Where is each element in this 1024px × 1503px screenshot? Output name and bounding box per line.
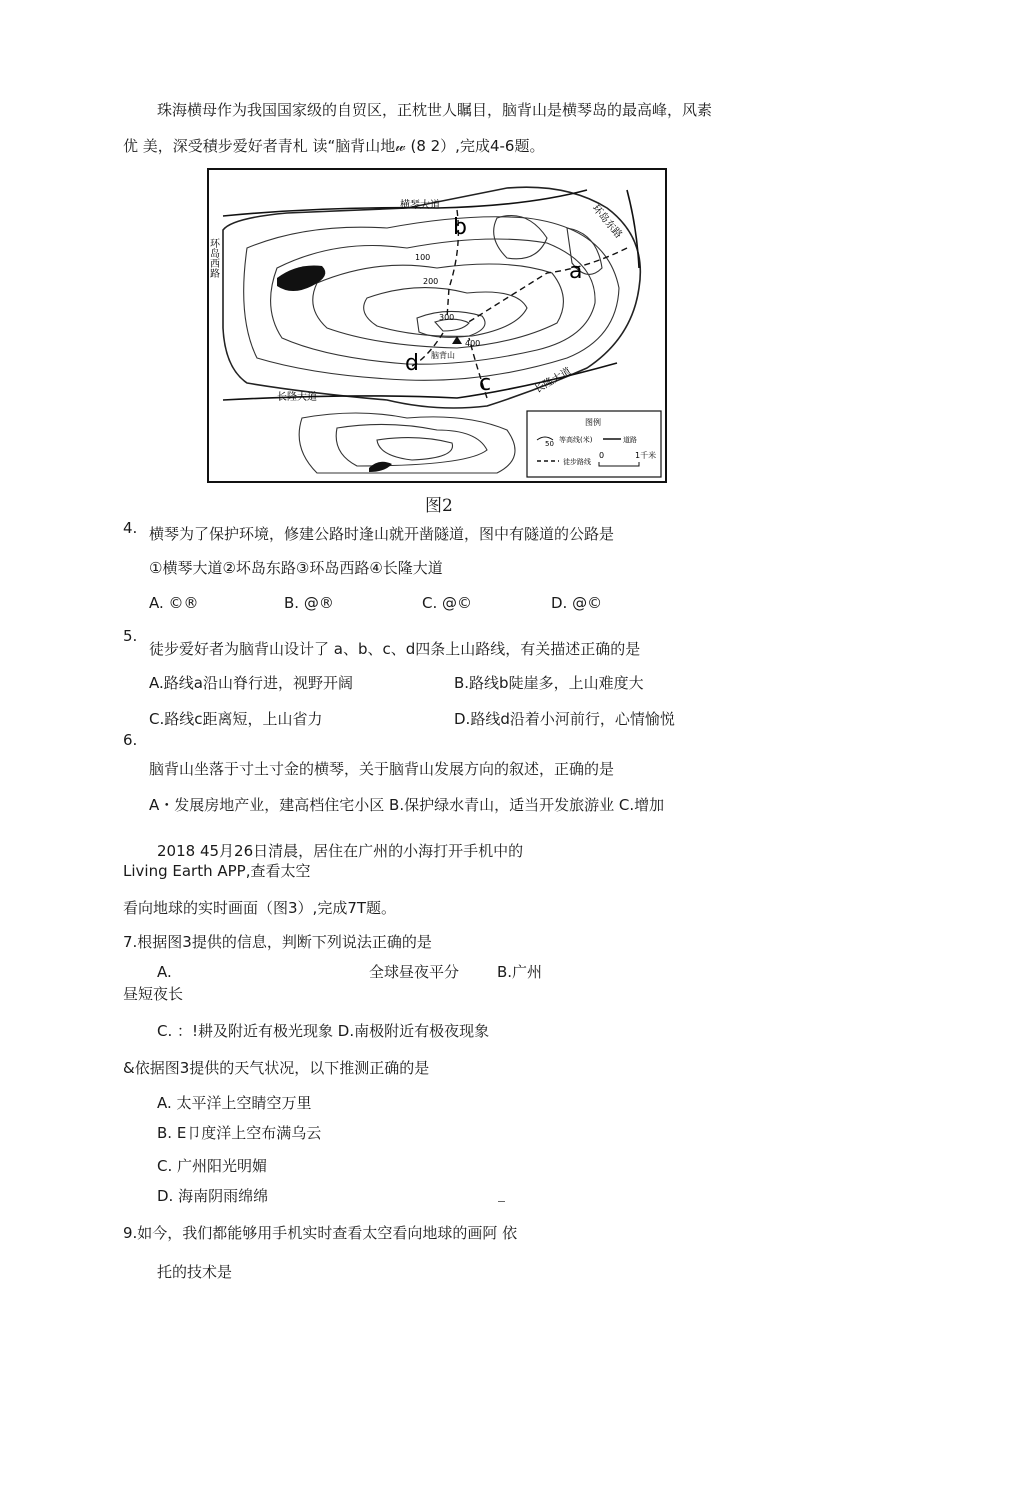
route-label-b: b [453,215,467,240]
peak-label: 脑背山 [431,351,455,360]
contour-300: 300 [439,313,455,322]
figure-caption: 图2 [425,496,453,516]
q7-option-b: B.广州 [497,963,543,981]
route-label-a: a [569,259,583,284]
q6-options: A・发展房地产业，建高档住宅小区 B.保护绿水青山，适当开发旅游业 C.增加 [149,796,665,814]
legend-trail: 徒步路线 [563,458,591,466]
q4-option-b: B. @® [284,594,334,612]
q6-stem: 脑背山坐落于寸土寸金的横琴，关于脑背山发展方向的叙述，正确的是 [149,760,615,778]
legend-scale-1: 1千米 [635,451,657,460]
road-label-changlong-east: 长隆大道 [533,366,574,396]
intro2-line-1: 2018 45月26日清晨，居住在广州的小海打开手机中的 [157,842,524,860]
road-label-west: 环岛西路 [207,238,219,278]
contour-400: 400 [465,339,481,348]
road-label-hengqin: 横琴大道 [400,200,440,211]
route-label-d: d [405,351,419,376]
q6-number: 6. [123,731,138,749]
q8-option-b: B. E卩度洋上空布满乌云 [157,1124,322,1142]
road-label-changlong-west: 长隆大道 [277,392,317,403]
q4-option-c: C. @© [422,594,473,612]
contour-100: 100 [415,253,431,262]
q5-option-b: B.路线b陡崖多，上山难度大 [454,674,644,692]
legend-contour: 等高线(米) [559,436,593,444]
q4-stem: 横琴为了保护环境，修建公路时逢山就开凿隧道，图中有隧道的公路是 [149,525,615,543]
road-label-east: 环岛东路 [589,202,624,241]
q9-stem: 9.如今，我们都能够用手机实时查看太空看向地球的画阿 依 [123,1224,518,1242]
q8-option-d: D. 海南阴雨绵绵 [157,1187,269,1205]
intro2-line-3: 看向地球的实时画面（图3）,完成7T题。 [123,899,397,917]
q5-option-d: D.路线d沿着小河前行，心情愉悦 [454,710,675,728]
contour-200: 200 [423,277,439,286]
intro2-line-2: Living Earth APP,查看太空 [123,862,311,880]
legend-road: 道路 [623,436,637,444]
legend [527,411,661,477]
q7-option-a-text: 全球昼夜平分 [369,963,460,981]
legend-title: 图例 [585,418,601,427]
intro-line-1: 珠海横母作为我国国家级的自贸区，正枕世人瞩目，脑背山是横琴岛的最高峰，风素 [157,101,713,119]
q8-option-c: C. 广州阳光明媚 [157,1157,268,1175]
q9-cont: 托的技术是 [157,1263,233,1281]
route-label-c: c [479,371,492,396]
legend-scale-0: 0 [599,451,605,460]
q5-stem: 徒步爱好者为脑背山设计了 a、b、c、d四条上山路线，有关描述正确的是 [149,640,641,658]
q4-option-a: A. ©® [149,594,199,612]
q7-options-cd: C. ：!耕及附近有极光现象 D.南极附近有极夜现象 [157,1022,490,1040]
q4-option-d: D. @© [551,594,603,612]
q5-option-c: C.路线c距离短，上山省力 [149,710,323,728]
q5-option-a: A.路线a沿山脊行进，视野开阔 [149,674,353,692]
q7-stem: 7.根据图3提供的信息，判断下列说法正确的是 [123,933,432,951]
q7-option-a-label: A. [157,963,172,981]
q8-option-a: A. 太平洋上空睛空万里 [157,1094,312,1112]
stray-mark [498,1201,505,1202]
legend-contour-value: 50 [545,440,554,448]
q5-number: 5. [123,627,138,645]
q7-option-b-cont: 昼短夜长 [123,985,184,1003]
intro-line-2: 优 美，深受積步爱好者青札 读“脑背山地𝓌 (8 2）,完成4-6题。 [123,137,545,155]
figure-2-topographic-map [207,168,667,483]
q4-items: ①横琴大道②坏岛东路③环岛西路④长隆大道 [149,559,443,577]
q8-stem: &依据图3提供的天气状况，以下推测正确的是 [123,1059,430,1077]
q4-number: 4. [123,519,138,537]
